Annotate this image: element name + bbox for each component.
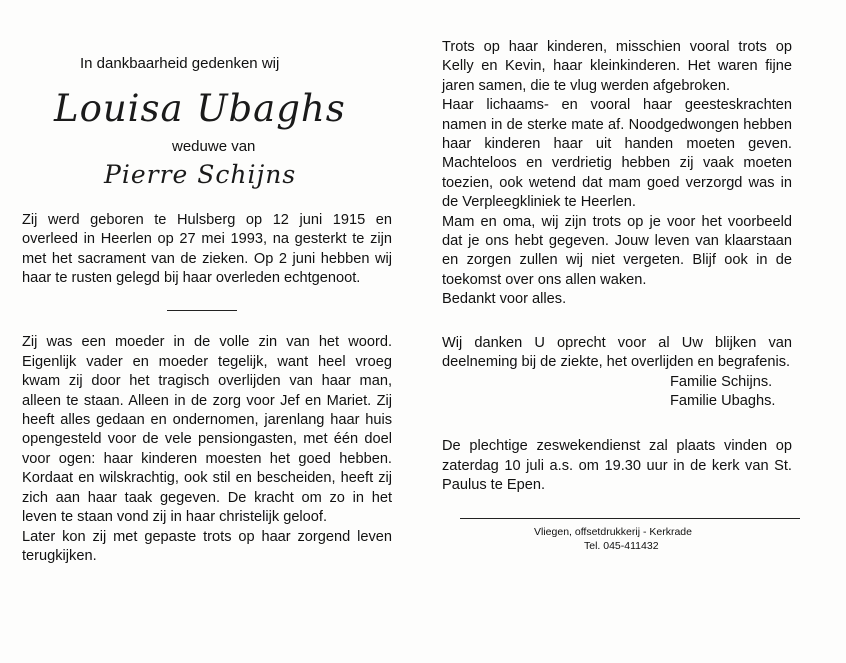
mother-paragraph: Zij was een moeder in de volle zin van het woord. Eigenlijk vader en moeder tegelijk, want heel vroeg kwam zij door het tragisch overlijden van haar man, alleen te staan. Alleen in de zorg voor Jef en Mariet. Zij heeft alles gedaan en ondernomen, jarenlang haar huis opengesteld voor de vele pensiongasten, met één doel voor ogen: haar kinderen moesten het goed hebben. Kordaat en wilskrachtig, ook stil en bescheiden, heeft zij zich aan haar taak gegeven. De kracht om zo in het leven te staan vond zij in haar christelijk geloof. <box>22 334 392 526</box>
right-page <box>442 38 792 553</box>
proud-paragraph: Trots op haar kinderen, misschien vooral trots op Kelly en Kevin, haar kleinkinderen. Het waren fijne jaren samen, die te vlug werden afgebroken. <box>442 39 792 94</box>
birth-death-paragraph: Zij werd geboren te Hulsberg op 12 juni 1915 en overleed in Heerlen op 27 mei 1993, na gesterkt te zijn met het sacrament van de zieken. Op 2 juni hebben wij haar te rusten gelegd bij haar overleden echtgenoot. <box>22 211 392 287</box>
divider-line <box>167 310 237 311</box>
decline-paragraph: Haar lichaams- en vooral haar geesteskrachten namen in de sterke mate af. Noodgedwongen hebben haar kinderen haar uit handen moeten geven. Machteloos en verdrietig hebben zij vaak moeten toezien, ook wetend dat mam goed verzorgd was in de Verpleegkliniek te Heerlen. <box>442 97 792 211</box>
deceased-name: Louisa Ubaghs <box>54 87 346 131</box>
thanks-for-all: Bedankt voor alles. <box>442 291 567 308</box>
family-ubaghs: Familie Ubaghs. <box>670 392 776 409</box>
family-schijns: Familie Schijns. <box>670 373 773 390</box>
footer-rule <box>460 518 800 519</box>
intro-text: In dankbaarheid gedenken wij <box>80 55 280 72</box>
printer-credit: Vliegen, offsetdrukkerij - Kerkrade <box>534 525 692 538</box>
left-page <box>22 48 392 566</box>
spacer <box>442 411 792 437</box>
later-paragraph: Later kon zij met gepaste trots op haar zorgend leven terugkijken. <box>22 528 392 564</box>
printer-phone: Tel. 045-411432 <box>584 539 659 552</box>
spacer <box>442 310 792 334</box>
widow-label: weduwe van <box>172 138 256 156</box>
farewell-paragraph: Mam en oma, wij zijn trots op je voor het voorbeeld dat je ons hebt gegeven. Jouw leven van klaarstaan en zorgen zullen wij niet vergeten. Blijf ook in de toekomst over ons allen waken. <box>442 213 792 288</box>
service-paragraph: De plechtige zeswekendienst zal plaats vinden op zaterdag 10 juli a.s. om 19.30 uur in de kerk van St. Paulus te Epen. <box>442 438 792 494</box>
spouse-name: Pierre Schijns <box>104 159 297 189</box>
thanks-paragraph: Wij danken U oprecht voor al Uw blijken van deelneming bij de ziekte, het overlijden en begrafenis. <box>442 334 792 371</box>
